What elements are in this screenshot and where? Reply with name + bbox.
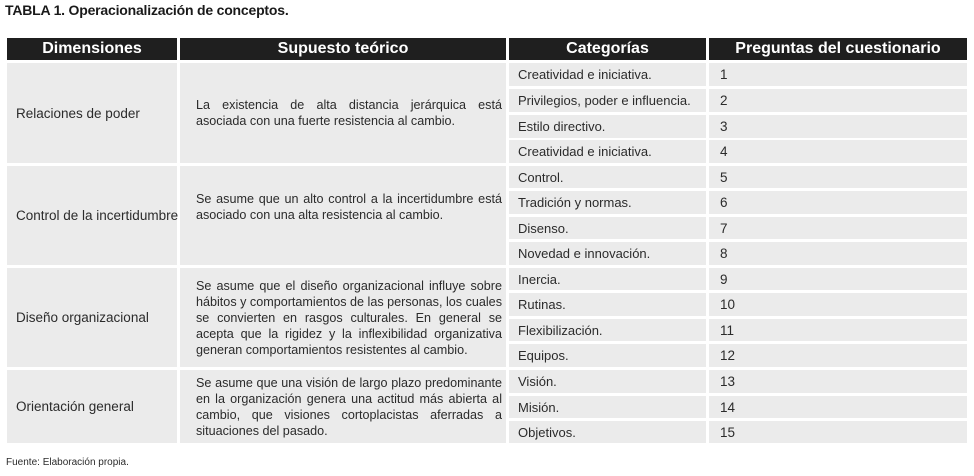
supuesto-text: Se asume que el diseño organizacional influye sobre hábitos y comportamientos de las personas, los cuales se convierten en rasgos culturales. En general se acepta que la rigidez y la inflexibilidad organizativa generan comportamientos resistentes al cambio. [196,278,502,357]
categoria-cell: Equipos. [509,344,706,367]
pregunta-cell: 15 [709,421,967,443]
categoria-cell: Objetivos. [509,421,706,443]
header-dimensiones: Dimensiones [7,38,177,60]
pregunta-cell: 6 [709,191,967,214]
pregunta-cell: 10 [709,293,967,316]
pregunta-cell: 11 [709,319,967,341]
categoria-cell: Creatividad e iniciativa. [509,140,706,163]
dimension-cell: Relaciones de poder [7,63,177,163]
categoria-cell: Misión. [509,396,706,418]
pregunta-cell: 8 [709,242,967,265]
pregunta-cell: 5 [709,166,967,188]
categoria-cell: Novedad e innovación. [509,242,706,265]
pregunta-cell: 3 [709,115,967,138]
categoria-cell: Tradición y normas. [509,191,706,214]
pregunta-cell: 2 [709,89,967,112]
supuesto-cell [180,63,506,163]
pregunta-cell: 4 [709,140,967,163]
pregunta-cell: 1 [709,63,967,86]
source-note: Fuente: Elaboración propia. [6,457,129,468]
supuesto-cell [180,268,506,367]
pregunta-cell: 12 [709,344,967,367]
pregunta-cell: 13 [709,370,967,393]
categoria-cell: Control. [509,166,706,188]
categoria-cell: Estilo directivo. [509,115,706,138]
supuesto-cell [180,370,506,443]
pregunta-cell: 9 [709,268,967,290]
categoria-cell: Rutinas. [509,293,706,316]
categoria-cell: Creatividad e iniciativa. [509,63,706,86]
supuesto-text: La existencia de alta distancia jerárquica está asociada con una fuerte resistencia al cambio. [196,98,502,128]
categoria-cell: Visión. [509,370,706,393]
header-supuesto-teorico: Supuesto teórico [180,38,506,60]
header-categorias: Categorías [509,38,706,60]
header-preguntas: Preguntas del cuestionario [709,38,967,60]
categoria-cell: Inercia. [509,268,706,290]
dimension-cell: Diseño organizacional [7,268,177,367]
pregunta-cell: 14 [709,396,967,418]
categoria-cell: Disenso. [509,217,706,239]
supuesto-text: Se asume que una visión de largo plazo predominante en la organización genera una actitud más abierta al cambio, que visiones cortoplacistas aferradas a situaciones del pasado. [196,375,502,438]
pregunta-cell: 7 [709,217,967,239]
categoria-cell: Privilegios, poder e influencia. [509,89,706,112]
dimension-cell: Orientación general [7,370,177,443]
dimension-cell: Control de la incertidumbre [7,166,177,265]
table-caption: TABLA 1. Operacionalización de conceptos. [5,2,289,18]
supuesto-cell [180,166,506,265]
categoria-cell: Flexibilización. [509,319,706,341]
supuesto-text: Se asume que un alto control a la incertidumbre está asociado con una alta resistencia al cambio. [196,191,502,222]
